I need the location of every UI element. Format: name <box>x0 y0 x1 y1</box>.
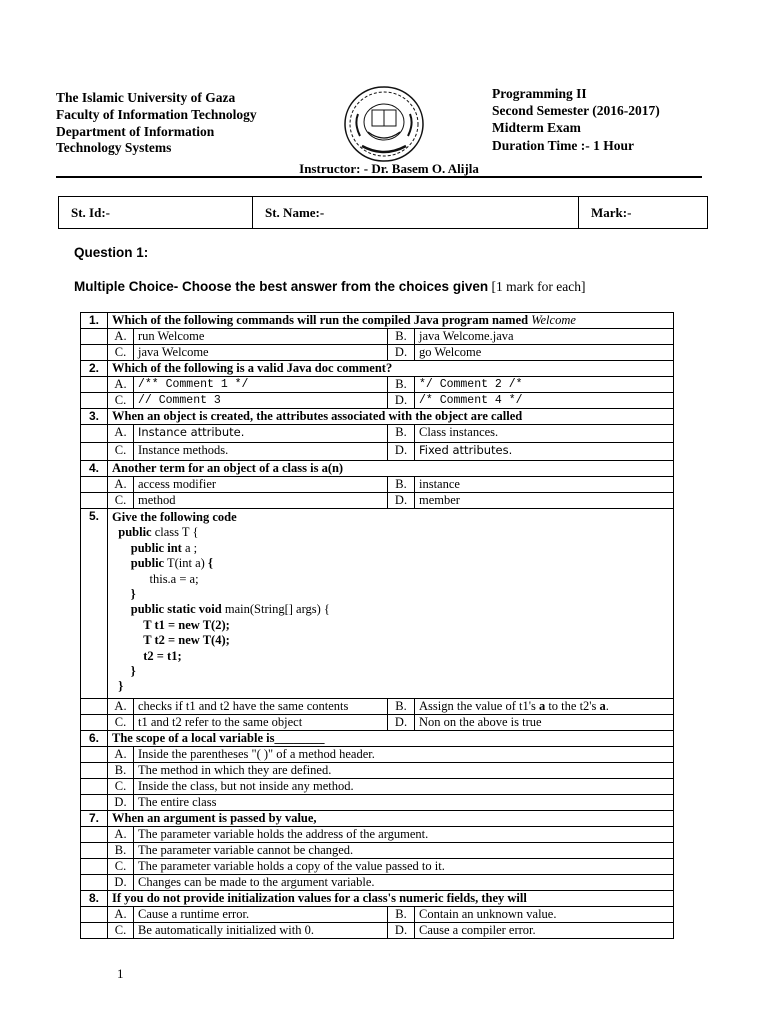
question-number: 6. <box>81 730 108 746</box>
question-row <box>81 409 674 425</box>
option-row <box>81 858 674 874</box>
option-letter: C. <box>108 393 134 409</box>
option-text[interactable]: The parameter variable cannot be changed. <box>134 842 674 858</box>
question-row <box>81 461 674 477</box>
question-text: When an object is created, the attributes associated with the object are called <box>108 409 674 425</box>
option-letter: B. <box>388 329 415 345</box>
instructions-lead: Multiple Choice- Choose the best answer from the choices given <box>74 279 489 294</box>
option-letter: B. <box>388 377 415 393</box>
option-letter: A. <box>108 377 134 393</box>
option-letter: C. <box>108 714 134 730</box>
question-text: If you do not provide initialization values for a class's numeric fields, they will <box>108 890 674 906</box>
option-text[interactable]: instance <box>415 477 674 493</box>
exam-info <box>492 85 660 154</box>
student-name-field[interactable]: St. Name:- <box>253 197 579 229</box>
question-number: 2. <box>81 361 108 377</box>
header-divider <box>56 176 702 178</box>
option-text[interactable]: Contain an unknown value. <box>415 906 674 922</box>
question-row <box>81 509 674 699</box>
header-left-line-2: Faculty of Information Technology <box>56 106 257 122</box>
option-row <box>81 826 674 842</box>
option-row <box>81 345 674 361</box>
question-text: Give the following code <box>112 510 237 524</box>
option-text[interactable]: The method in which they are defined. <box>134 762 674 778</box>
question-text: Another term for an object of a class is a(n) <box>108 461 674 477</box>
option-letter: D. <box>388 714 415 730</box>
option-letter: A. <box>108 425 134 443</box>
option-text[interactable]: Be automatically initialized with 0. <box>134 922 388 938</box>
option-letter: B. <box>388 477 415 493</box>
option-row <box>81 714 674 730</box>
option-text[interactable]: Fixed attributes. <box>415 443 674 461</box>
page-number: 1 <box>117 966 124 981</box>
option-text[interactable]: Instance methods. <box>134 443 388 461</box>
option-text[interactable]: Instance attribute. <box>134 425 388 443</box>
question-number: 8. <box>81 890 108 906</box>
program-name: Welcome <box>531 313 576 327</box>
option-text[interactable]: Cause a compiler error. <box>415 922 674 938</box>
option-letter: B. <box>388 906 415 922</box>
option-text[interactable]: Changes can be made to the argument variable. <box>134 874 674 890</box>
option-text[interactable]: Cause a runtime error. <box>134 906 388 922</box>
option-letter: C. <box>108 858 134 874</box>
question-number: 1. <box>81 313 108 329</box>
option-row <box>81 698 674 714</box>
option-row <box>81 746 674 762</box>
option-text[interactable]: */ Comment 2 /* <box>415 377 674 393</box>
instructions-marks: [1 mark for each] <box>491 279 586 294</box>
question-text: When an argument is passed by value, <box>108 810 674 826</box>
option-text[interactable]: Non on the above is true <box>415 714 674 730</box>
question-text: The scope of a local variable is________ <box>108 730 674 746</box>
option-letter: D. <box>108 794 134 810</box>
question-row <box>81 810 674 826</box>
option-letter: C. <box>108 345 134 361</box>
option-row <box>81 842 674 858</box>
option-row <box>81 393 674 409</box>
semester: Second Semester (2016-2017) <box>492 103 660 119</box>
header-left-line-3: Department of Information <box>56 123 215 139</box>
instructor-line: Instructor: - Dr. Basem O. Alijla <box>299 161 479 176</box>
option-row <box>81 922 674 938</box>
university-seal-icon <box>342 84 426 164</box>
option-letter: D. <box>108 874 134 890</box>
option-letter: B. <box>108 762 134 778</box>
option-text[interactable]: java Welcome.java <box>415 329 674 345</box>
option-letter: A. <box>108 477 134 493</box>
option-text[interactable]: Assign the value of t1's a to the t2's a. <box>415 698 674 714</box>
option-letter: A. <box>108 826 134 842</box>
question-row <box>81 730 674 746</box>
header-left-line-4: Technology Systems <box>56 140 172 156</box>
option-text[interactable]: // Comment 3 <box>134 393 388 409</box>
option-text[interactable]: run Welcome <box>134 329 388 345</box>
header-left-line-1: The Islamic University of Gaza <box>56 90 236 105</box>
option-letter: D. <box>388 393 415 409</box>
university-header <box>56 90 257 157</box>
option-text[interactable]: method <box>134 493 388 509</box>
option-row <box>81 377 674 393</box>
option-letter: B. <box>388 698 415 714</box>
option-letter: C. <box>108 922 134 938</box>
option-text[interactable]: The entire class <box>134 794 674 810</box>
option-row <box>81 794 674 810</box>
option-letter: D. <box>388 345 415 361</box>
option-letter: D. <box>388 493 415 509</box>
option-letter: C. <box>108 493 134 509</box>
option-row <box>81 329 674 345</box>
question-text: Which of the following commands will run the compiled Java program named Welcome <box>108 313 674 329</box>
option-text[interactable]: /* Comment 4 */ <box>415 393 674 409</box>
option-text[interactable]: /** Comment 1 */ <box>134 377 388 393</box>
option-row <box>81 762 674 778</box>
question-row <box>81 313 674 329</box>
option-letter: A. <box>108 746 134 762</box>
option-letter: D. <box>388 922 415 938</box>
option-text[interactable]: access modifier <box>134 477 388 493</box>
duration: Duration Time :- 1 Hour <box>492 137 635 153</box>
option-row <box>81 443 674 461</box>
question-number: 7. <box>81 810 108 826</box>
option-text[interactable]: t1 and t2 refer to the same object <box>134 714 388 730</box>
option-row <box>81 906 674 922</box>
option-row <box>81 425 674 443</box>
option-text[interactable]: Inside the parentheses "( )" of a method header. <box>134 746 674 762</box>
option-text[interactable]: member <box>415 493 674 509</box>
option-letter: C. <box>108 443 134 461</box>
questions-table <box>80 312 674 939</box>
code-listing: Give the following code public class T { public int a ; public T(int a) { this.a = a; } public static void main(String[] args) { T t1 = new T(2); T t2 = new T(4); t2 = t1; } } <box>112 510 330 694</box>
code-block <box>108 509 674 699</box>
option-text[interactable]: Class instances. <box>415 425 674 443</box>
question-row <box>81 361 674 377</box>
question-number: 4. <box>81 461 108 477</box>
option-text[interactable]: The parameter variable holds the address of the argument. <box>134 826 674 842</box>
option-row <box>81 874 674 890</box>
instructions <box>74 279 586 295</box>
option-text[interactable]: java Welcome <box>134 345 388 361</box>
option-row <box>81 778 674 794</box>
option-text[interactable]: Inside the class, but not inside any method. <box>134 778 674 794</box>
option-text[interactable]: go Welcome <box>415 345 674 361</box>
option-letter: B. <box>388 425 415 443</box>
option-row <box>81 493 674 509</box>
option-letter: C. <box>108 778 134 794</box>
option-letter: A. <box>108 329 134 345</box>
question-text: Which of the following is a valid Java doc comment? <box>108 361 674 377</box>
option-row <box>81 477 674 493</box>
question-number: 5. <box>81 509 108 699</box>
mark-field[interactable]: Mark:- <box>579 197 708 229</box>
option-letter: D. <box>388 443 415 461</box>
student-info-box <box>58 196 708 229</box>
exam-type: Midterm Exam <box>492 120 581 136</box>
question-row <box>81 890 674 906</box>
option-letter: A. <box>108 698 134 714</box>
question-number: 3. <box>81 409 108 425</box>
option-text[interactable]: The parameter variable holds a copy of the value passed to it. <box>134 858 674 874</box>
course-name: Programming II <box>492 86 587 101</box>
option-text[interactable]: checks if t1 and t2 have the same contents <box>134 698 388 714</box>
student-id-field[interactable]: St. Id:- <box>59 197 253 229</box>
option-letter: B. <box>108 842 134 858</box>
question-title: Question 1: <box>74 245 149 260</box>
option-letter: A. <box>108 906 134 922</box>
